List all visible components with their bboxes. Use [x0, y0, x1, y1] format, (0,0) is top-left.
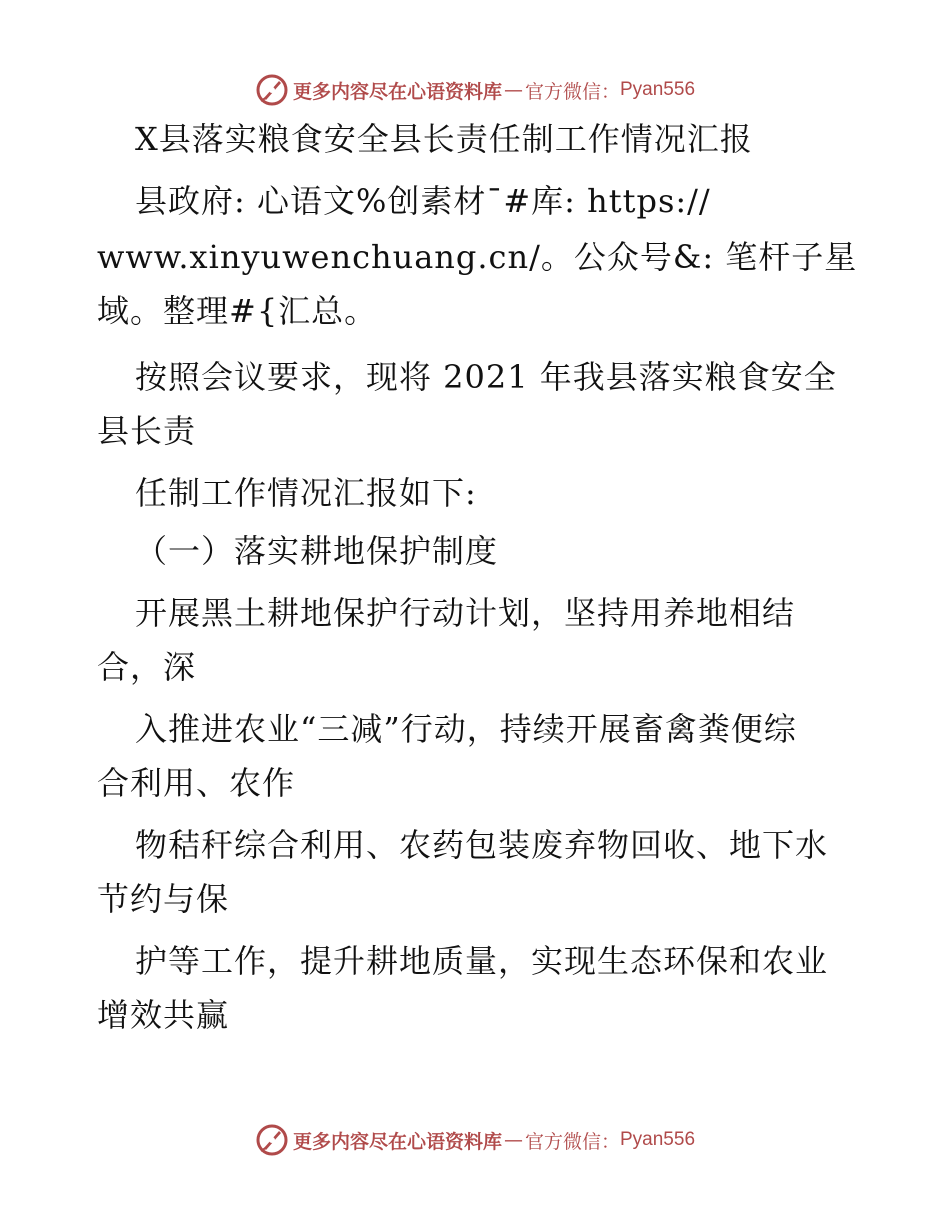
- body-line: 任制工作情况汇报如下:: [135, 474, 477, 512]
- body-line: www.xinyuwenchuang.cn/。公众号&: 笔杆子星: [97, 238, 858, 276]
- quill-logo-icon: [255, 1123, 289, 1157]
- body-line: 县政府: 心语文%创素材¯#库: https://: [135, 182, 711, 220]
- footer-watermark-banner: [0, 1118, 950, 1162]
- body-line: 节约与保: [97, 880, 230, 918]
- body-line: 合利用、农作: [97, 764, 296, 802]
- banner-wechat-id: Pyan556: [620, 1129, 696, 1150]
- body-line: 开展黑土耕地保护行动计划，坚持用养地相结: [135, 594, 796, 632]
- body-line: 合，深: [97, 648, 197, 686]
- document-title: X县落实粮食安全县长责任制工作情况汇报: [135, 120, 753, 158]
- banner-separator: —: [503, 1129, 523, 1151]
- body-line: 增效共赢: [97, 996, 230, 1034]
- body-line: 县长责: [97, 412, 197, 450]
- banner-wechat-label: 官方微信：: [524, 1130, 620, 1153]
- banner-wechat-label: 官方微信：: [524, 80, 620, 103]
- banner-separator: —: [503, 79, 523, 101]
- body-line: 入推进农业“三减”行动，持续开展畜禽粪便综: [135, 710, 797, 748]
- body-line: 域。整理#{汇总。: [97, 292, 378, 330]
- document-body: [97, 120, 858, 1034]
- header-watermark-banner: [0, 68, 950, 112]
- body-line: 护等工作，提升耕地质量，实现生态环保和农业: [135, 942, 829, 980]
- section-heading: （一）落实耕地保护制度: [135, 532, 499, 570]
- body-line: 按照会议要求，现将 2021 年我县落实粮食安全: [135, 358, 837, 396]
- banner-text: 更多内容尽在心语资料库: [292, 80, 502, 103]
- body-line: 物秸秆综合利用、农药包装废弃物回收、地下水: [135, 826, 829, 864]
- quill-logo-icon: [255, 73, 289, 107]
- banner-wechat-id: Pyan556: [620, 79, 696, 100]
- banner-text: 更多内容尽在心语资料库: [292, 1130, 502, 1153]
